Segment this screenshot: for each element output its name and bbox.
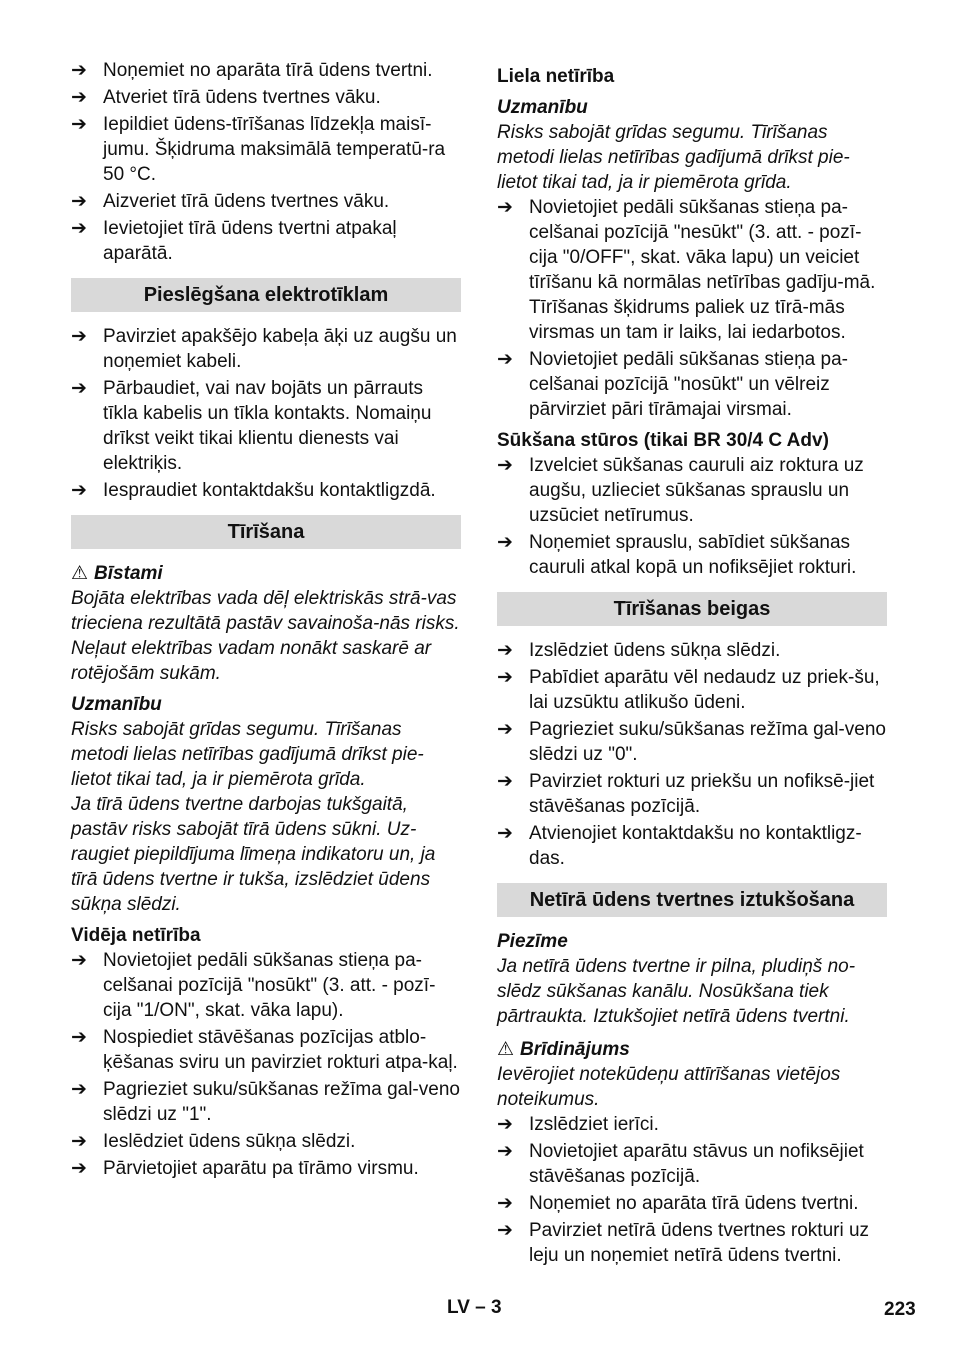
arrow-right-icon: ➔ xyxy=(497,771,513,792)
arrow-right-icon: ➔ xyxy=(71,1079,87,1100)
arrow-right-icon: ➔ xyxy=(71,114,87,135)
list-item: ➔ Pagrieziet suku/sūkšanas režīma gal-veno slēdzi uz "1". xyxy=(71,1079,460,1125)
danger-text: Bojāta elektrības vada dēļ elektriskās strā-vas trieciena rezultātā pastāv savainoša-nās risks. Neļaut elektrības vadam nonākt saskarē ar rotējošām sukām. xyxy=(71,588,460,684)
arrow-right-icon: ➔ xyxy=(497,1114,513,1135)
dirty-tank-bullet-list xyxy=(497,1112,887,1268)
list-item: ➔ Aizveriet tīrā ūdens tvertnes vāku. xyxy=(71,191,390,212)
warning-triangle-icon: ⚠ xyxy=(71,563,89,584)
heavy-dirt-bullet-list xyxy=(497,195,887,422)
arrow-right-icon: ➔ xyxy=(497,1220,513,1241)
heavy-dirt-heading: Liela netīrība xyxy=(497,66,615,87)
caution-text-2: Ja tīrā ūdens tvertne darbojas tukšgaitā, pastāv risks sabojāt tīrā ūdens sūkni. Uz-raugiet piepildījuma līmeņa indikatoru un, ja tīrā ūdens tvertne ir tukša, izslēdziet ūdens sūkņa slēdzi. xyxy=(71,794,436,915)
arrow-right-icon: ➔ xyxy=(71,480,87,501)
list-item: ➔ Atveriet tīrā ūdens tvertnes vāku. xyxy=(71,87,381,108)
warning-heading: ⚠ Brīdinājums xyxy=(497,1039,630,1060)
list-item: ➔ Noņemiet no aparāta tīrā ūdens tvertni. xyxy=(71,60,433,81)
left-column xyxy=(71,58,461,1183)
arrow-right-icon: ➔ xyxy=(71,191,87,212)
arrow-right-icon: ➔ xyxy=(71,60,87,81)
list-item: ➔ Noņemiet sprauslu, sabīdiet sūkšanas cauruli atkal kopā un nofiksējiet rokturi. xyxy=(497,532,857,578)
arrow-right-icon: ➔ xyxy=(71,87,87,108)
danger-heading: ⚠ Bīstami xyxy=(71,563,163,584)
list-item: ➔ Izslēdziet ierīci. xyxy=(497,1114,659,1135)
arrow-right-icon: ➔ xyxy=(497,667,513,688)
list-item: ➔ Iespraudiet kontaktdakšu kontaktligzdā. xyxy=(71,480,436,501)
caution-heading: Uzmanību xyxy=(497,97,588,118)
arrow-right-icon: ➔ xyxy=(71,1131,87,1152)
section-heading-cleaning: Tīrīšana xyxy=(71,515,461,549)
arrow-right-icon: ➔ xyxy=(497,823,513,844)
list-item: ➔ Novietojiet aparātu stāvus un nofiksējiet stāvēšanas pozīcijā. xyxy=(497,1141,864,1187)
footer-section-label: LV – 3 xyxy=(447,1297,502,1318)
caution-text: Risks sabojāt grīdas segumu. Tīrīšanas metodi lielas netīrības gadījumā drīkst pie-lietot tikai tad, ja ir piemērota grīda. xyxy=(497,122,850,193)
medium-dirt-heading: Vidēja netīrība xyxy=(71,925,201,946)
list-item: ➔ Ievietojiet tīrā ūdens tvertni atpakaļ aparātā. xyxy=(71,218,397,264)
corner-suction-bullet-list xyxy=(497,453,887,580)
electrical-bullet-list xyxy=(71,324,461,503)
arrow-right-icon: ➔ xyxy=(71,950,87,971)
list-item: ➔ Novietojiet pedāli sūkšanas stieņa pa-celšanai pozīcijā "nesūkt" (3. att. - pozī-cija "0/OFF", skat. vāka lapu) un veiciet tīrīšanu kā normālas netīrības gadīju-mā. Tīrīšanas šķidrums paliek uz tīrā-mās virsmas un tam ir laiks, lai iedarbotos. xyxy=(497,197,876,343)
list-item: ➔ Noņemiet no aparāta tīrā ūdens tvertni. xyxy=(497,1193,859,1214)
list-item: ➔ Izvelciet sūkšanas cauruli aiz roktura uz augšu, uzlieciet sūkšanas sprauslu un uzsūciet netīrumus. xyxy=(497,455,864,526)
list-item: ➔ Pārbaudiet, vai nav bojāts un pārrauts tīkla kabelis un tīkla kontakts. Nomaiņu drīkst veikt tikai klientu dienests vai elektriķis. xyxy=(71,378,432,474)
list-item: ➔ Nospiediet stāvēšanas pozīcijas atblo-ķēšanas sviru un pavirziet rokturi atpa-kaļ. xyxy=(71,1027,458,1073)
list-item: ➔ Iepildiet ūdens-tīrīšanas līdzekļa maisī-jumu. Šķidruma maksimālā temperatū-ra 50 °C. xyxy=(71,114,446,185)
arrow-right-icon: ➔ xyxy=(497,349,513,370)
arrow-right-icon: ➔ xyxy=(497,197,513,218)
list-item: ➔ Pārvietojiet aparātu pa tīrāmo virsmu. xyxy=(71,1158,419,1179)
medium-dirt-bullet-list xyxy=(71,948,461,1181)
arrow-right-icon: ➔ xyxy=(497,640,513,661)
arrow-right-icon: ➔ xyxy=(497,1193,513,1214)
arrow-right-icon: ➔ xyxy=(497,455,513,476)
arrow-right-icon: ➔ xyxy=(71,1027,87,1048)
corner-suction-heading: Sūkšana stūros (tikai BR 30/4 C Adv) xyxy=(497,430,829,451)
list-item: ➔ Pavirziet rokturi uz priekšu un nofiksē-jiet stāvēšanas pozīcijā. xyxy=(497,771,875,817)
arrow-right-icon: ➔ xyxy=(71,378,87,399)
end-cleaning-bullet-list xyxy=(497,638,887,871)
intro-bullet-list xyxy=(71,58,461,266)
arrow-right-icon: ➔ xyxy=(497,1141,513,1162)
arrow-right-icon: ➔ xyxy=(71,1158,87,1179)
list-item: ➔ Novietojiet pedāli sūkšanas stieņa pa-celšanai pozīcijā "nosūkt" un vēlreiz pārvirziet pāri tīrāmajai virsmai. xyxy=(497,349,848,420)
section-heading-end-cleaning: Tīrīšanas beigas xyxy=(497,592,887,626)
list-item: ➔ Atvienojiet kontaktdakšu no kontaktligz-das. xyxy=(497,823,862,869)
list-item: ➔ Novietojiet pedāli sūkšanas stieņa pa-celšanai pozīcijā "nosūkt" (3. att. - pozī-cija "1/ON", skat. vāka lapu). xyxy=(71,950,436,1021)
arrow-right-icon: ➔ xyxy=(497,719,513,740)
section-heading-dirty-tank: Netīrā ūdens tvertnes iztukšošana xyxy=(497,883,887,917)
list-item: ➔ Ieslēdziet ūdens sūkņa slēdzi. xyxy=(71,1131,356,1152)
page-number: 223 xyxy=(884,1299,916,1320)
list-item: ➔ Pabīdiet aparātu vēl nedaudz uz priek-šu, lai uzsūktu atlikušo ūdeni. xyxy=(497,667,880,713)
right-column xyxy=(497,58,887,1270)
list-item: ➔ Pavirziet apakšējo kabeļa āķi uz augšu un noņemiet kabeli. xyxy=(71,326,457,372)
section-heading-electrical: Pieslēgšana elektrotīklam xyxy=(71,278,461,312)
warning-triangle-icon: ⚠ xyxy=(497,1039,515,1060)
arrow-right-icon: ➔ xyxy=(71,218,87,239)
caution-text: Risks sabojāt grīdas segumu. Tīrīšanas metodi lielas netīrības gadījumā drīkst pie-lietot tikai tad, ja ir piemērota grīda. xyxy=(71,719,424,790)
warning-text: Ievērojiet notekūdeņu attīrīšanas vietējos noteikumus. xyxy=(497,1064,841,1110)
note-heading: Piezīme xyxy=(497,931,568,952)
arrow-right-icon: ➔ xyxy=(497,532,513,553)
caution-heading: Uzmanību xyxy=(71,694,162,715)
note-text: Ja netīrā ūdens tvertne ir pilna, pludiņš no-slēdz sūkšanas kanālu. Nosūkšana tiek pārtraukta. Iztukšojiet netīrā ūdens tvertni. xyxy=(497,956,856,1027)
list-item: ➔ Izslēdziet ūdens sūkņa slēdzi. xyxy=(497,640,781,661)
list-item: ➔ Pavirziet netīrā ūdens tvertnes rokturi uz leju un noņemiet netīrā ūdens tvertni. xyxy=(497,1220,870,1266)
arrow-right-icon: ➔ xyxy=(71,326,87,347)
list-item: ➔ Pagrieziet suku/sūkšanas režīma gal-veno slēdzi uz "0". xyxy=(497,719,886,765)
